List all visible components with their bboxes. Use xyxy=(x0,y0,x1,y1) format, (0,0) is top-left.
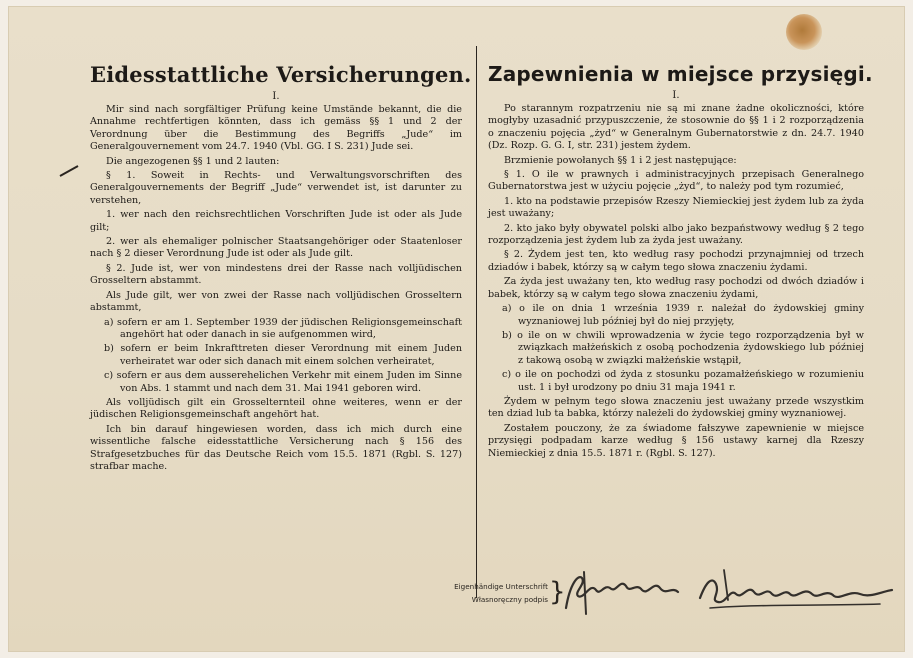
paper-stain xyxy=(786,14,822,50)
polish-closing: Żydem w pełnym tego słowa znaczeniu jest uważany przede wszystkim ten dziad lub ta babka, którzy należeli do żydowskiej gminy wyznaniowej. xyxy=(488,395,864,420)
german-sub-item: a) sofern er am 1. September 1939 der jüdischen Religionsgemeinschaft angehört hat oder danach in sie aufgenommen wird, xyxy=(104,316,462,340)
signature-labels xyxy=(368,580,548,606)
polish-sub-item: c) o ile on pochodzi od żyda z stosunku pozamałżeńskiego w rozumieniu ust. 1 i był urodzony po dniu 31 maja 1941 r. xyxy=(502,369,864,393)
german-section-number: I. xyxy=(272,91,280,102)
polish-paragraph: 1. kto na podstawie przepisów Rzeszy Niemieckiej jest żydem lub za żyda jest uważany; xyxy=(488,195,864,220)
german-paragraph: Mir sind nach sorgfältiger Prüfung keine Umstände bekannt, die die Annahme rechtfertigen könnten, dass ich gemäss §§ 1 und 2 der Verordnung über die Bestimmung des Begriffs „Jude“ im Generalgouvernement vom 24.7. 1940 (Vbl. GG. I S. 231) Jude sei. xyxy=(90,104,462,153)
signature-label-polish: Własnoręczny podpis xyxy=(471,595,548,604)
polish-paragraph: Za żyda jest uważany ten, kto według rasy pochodzi od dwóch dziadów i babek, którzy są w całym tego słowa znaczeniu żydami, xyxy=(488,276,864,300)
german-paragraph: § 2. Jude ist, wer von mindestens drei der Rasse nach volljüdischen Grosseltern abstammt. xyxy=(90,262,462,287)
polish-column xyxy=(488,50,873,462)
polish-paragraph: § 1. O ile w prawnych i administracyjnych przepisach Generalnego Gubernatorstwa jest w użyciu pojęcie „żyd“, to należy pod tym rozumieć, xyxy=(488,169,864,193)
polish-paragraph: Po starannym rozpatrzeniu nie są mi znane żadne okoliczności, które mogłyby uzasadnić przypuszczenie, że stosownie do §§ 1 i 2 rozporządzenia o znaczeniu pojęcia „żyd“ w Generalnym Gubernatorstwie z dn. 24.7. 1940 (Dz. Rozp. G. G. I, str. 231) jestem żydem. xyxy=(488,103,864,152)
polish-paragraph: § 2. Żydem jest ten, kto według rasy pochodzi przynajmniej od trzech dziadów i babek, którzy są w całym tego słowa znaczeniu żydami. xyxy=(488,249,864,273)
polish-paragraph: Brzmienie powołanych §§ 1 i 2 jest następujące: xyxy=(504,154,737,166)
german-paragraph: 2. wer als ehemaliger polnischer Staatsangehöriger oder Staatenloser nach § 2 dieser Verordnung Jude ist oder als Jude gilt. xyxy=(90,236,462,260)
german-paragraph: § 1. Soweit in Rechts- und Verwaltungsvorschriften des Generalgouvernements der Begriff „Jude“ verwendet ist, ist darunter zu verstehen, xyxy=(90,170,462,206)
german-column xyxy=(90,50,472,475)
column-divider xyxy=(476,46,477,598)
polish-section-number: I. xyxy=(672,90,680,101)
german-closing: Als volljüdisch gilt ein Grosselternteil ohne weiteres, wenn er der jüdischen Religionsgemeinschaft angehört hat. xyxy=(90,396,462,421)
german-sub-item: b) sofern er beim Inkrafttreten dieser Verordnung mit einem Juden verheiratet war oder sich danach mit einem solchen verheiratet, xyxy=(104,343,462,367)
german-title: Eidesstattliche Versicherungen. xyxy=(90,62,472,87)
polish-paragraph: 2. kto jako były obywatel polski albo jako bezpaństwowy według § 2 tego rozporządzenia jest żydem lub za żyda jest uważany. xyxy=(488,222,864,247)
polish-closing: Zostałem pouczony, że za świadome fałszywe zapewnienie w miejsce przysięgi podpadam karze według § 156 ustawy karnej dla Rzeszy Niemieckiej z dnia 15.5. 1871 r. (Rgbl. S. 127). xyxy=(488,422,864,459)
signature-bracket: } xyxy=(549,577,566,607)
pen-mark-icon xyxy=(58,162,82,180)
german-paragraph: 1. wer nach den reichsrechtlichen Vorschriften Jude ist oder als Jude gilt; xyxy=(90,209,462,233)
german-paragraph: Die angezogenen §§ 1 und 2 lauten: xyxy=(106,155,280,167)
handwritten-signature xyxy=(560,564,900,620)
polish-sub-item: b) o ile on w chwili wprowadzenia w życie tego rozporządzenia był w związkach małżeńskich z osobą pochodzenia żydowskiego lub później z takową osobą w związki małżeńskie wstąpił, xyxy=(502,329,864,366)
polish-sub-item: a) o ile on dnia 1 września 1939 r. należał do żydowskiej gminy wyznaniowej lub później był do niej przyjęty, xyxy=(502,303,864,327)
german-sub-item: c) sofern er aus dem ausserehelichen Verkehr mit einem Juden im Sinne von Abs. 1 stammt und nach dem 31. Mai 1941 geboren wird. xyxy=(104,370,462,394)
german-closing: Ich bin darauf hingewiesen worden, dass ich mich durch eine wissentliche falsche eidesstattliche Versicherung nach § 156 des Strafgesetzbuches für das Deutsche Reich vom 15.5. 1871 (Rgbl. S. 127) strafbar mache. xyxy=(90,423,462,472)
document-page xyxy=(8,6,905,652)
signature-label-german: Eigenhändige Unterschrift xyxy=(454,582,548,591)
polish-title: Zapewnienia w miejsce przysięgi. xyxy=(488,62,873,86)
german-paragraph: Als Jude gilt, wer von zwei der Rasse nach volljüdischen Grosseltern abstammt, xyxy=(90,289,462,314)
